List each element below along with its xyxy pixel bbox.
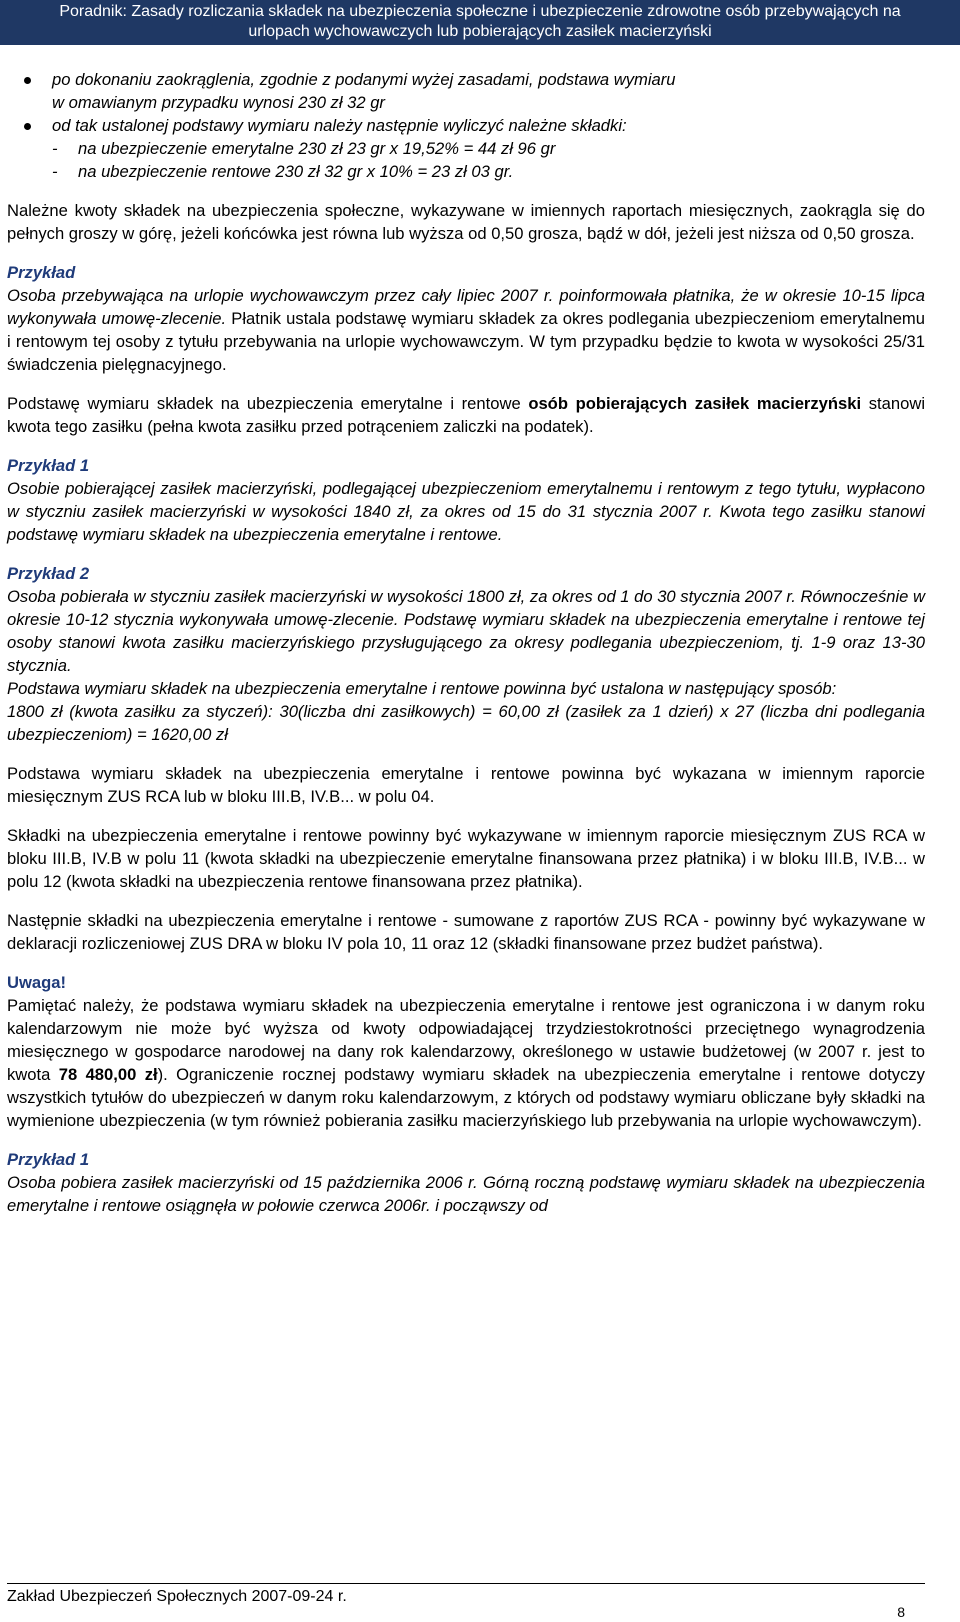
paragraph-report: Podstawa wymiaru składek na ubezpieczenia emerytalne i rentowe powinna być wykazana w imiennym raporcie miesięcznym ZUS RCA lub w bloku III.B, IV.B... w polu 04. <box>7 764 925 806</box>
example-text: Osoba pobiera zasiłek macierzyński od 15 października 2006 r. Górną roczną podstawę wymiaru składek na ubezpieczenia emerytalne i rentowe osiągnęła w połowie czerwca 2006r. i począwszy od <box>7 1173 925 1215</box>
warning-label: Uwaga! <box>7 973 67 992</box>
example-label: Przykład 1 <box>7 456 90 475</box>
example-text: Osobie pobierającej zasiłek macierzyński, podlegającej ubezpieczeniom emerytalnemu i rentowym z tego tytułu, wypłacono w styczniu zasiłek macierzyński w wysokości 1840 zł, za okres od 15 do 31 stycznia 2007 r. Kwota tego zasiłku stanowi podstawę wymiaru składek na ubezpieczenia emerytalne i rentowe. <box>7 479 925 544</box>
example-text: Osoba pobierała w styczniu zasiłek macierzyński w wysokości 1800 zł, za okres od 1 do 30 stycznia 2007 r. Równocześnie w okresie 10-12 stycznia wykonywała umowę-zlecenie. Podstawę wymiaru składek na ubezpieczenia emerytalne i rentowe tej osoby stanowi kwota zasiłku macierzyńskiego przysługującego za okresy podlegania ubezpieczeniom, tj. 1-9 oraz 13-30 stycznia. <box>7 587 925 675</box>
dash-item: - na ubezpieczenie rentowe 230 zł 32 gr x 10% = 23 zł 03 gr. <box>52 162 514 181</box>
warning-text: Pamiętać należy, że podstawa wymiaru składek na ubezpieczenia emerytalne i rentowe jest ograniczona i w danym roku kalendarzowym nie może być wyższa od kwoty odpowiadającej trzydziestokrotności przeciętnego wynagrodzenia miesięcznego w gospodarce narodowej na dany rok kalendarzowy, określonego w ustawie budżetowej (w 2007 r. jest to kwota 78 480,00 zł). Ograniczenie rocznej podstawy wymiaru składek na ubezpieczenia emerytalne i rentowe dotyczy wszystkich tytułów do ubezpieczeń w danym roku kalendarzowym, z których od podstawy wymiaru obliczane były składki na wymienione ubezpieczenia (w tym również pobierania zasiłku macierzyńskiego lub przebywania na urlopie wychowawczym). <box>7 996 925 1130</box>
dash-item: - na ubezpieczenie emerytalne 230 zł 23 gr x 19,52% = 44 zł 96 gr <box>52 139 556 158</box>
example-formula: 1800 zł (kwota zasiłku za styczeń): 30(liczba dni zasiłkowych) = 60,00 zł (zasiłek za 1 dzień) x 27 (liczba dni podlegania ubezpieczeniom) = 1620,00 zł <box>7 702 925 744</box>
header-line-1: Poradnik: Zasady rozliczania składek na ubezpieczenia społeczne i ubezpieczenie zdrowotne osób przebywających na <box>59 3 901 20</box>
paragraph-rca: Składki na ubezpieczenia emerytalne i rentowe powinny być wykazywane w imiennym raporcie miesięcznym ZUS RCA w bloku III.B, IV.B w polu 11 (kwota składki na ubezpieczenie emerytalne finansowana przez płatnika) i w bloku III.B, IV.B... w polu 12 (kwota składki na ubezpieczenia rentowe finansowana przez płatnika). <box>7 826 925 891</box>
bullet-text: po dokonaniu zaokrąglenia, zgodnie z podanymi wyżej zasadami, podstawa wymiaru <box>52 70 676 89</box>
paragraph-dra: Następnie składki na ubezpieczenia emerytalne i rentowe - sumowane z raportów ZUS RCA - powinny być wykazywane w deklaracji rozliczeniowej ZUS DRA w bloku IV pola 10, 11 oraz 12 (składki finansowane przez budżet państwa). <box>7 911 925 953</box>
bullet-item <box>7 114 925 137</box>
paragraph-rounding: Należne kwoty składek na ubezpieczenia społeczne, wykazywane w imiennych raportach miesięcznych, zaokrągla się do pełnych groszy w górę, jeżeli końcówka jest równa lub wyższa od 0,50 grosza, bądź w dół, jeżeli jest niższa od 0,50 grosza. <box>7 201 925 243</box>
page-number: 8 <box>897 1604 905 1620</box>
bullet-item <box>7 68 925 114</box>
document-header <box>0 0 960 45</box>
paragraph-basis: Podstawę wymiaru składek na ubezpieczenia emerytalne i rentowe osób pobierających zasiłek macierzyński stanowi kwota tego zasiłku (pełna kwota zasiłku przed potrąceniem zaliczki na podatek). <box>7 394 926 436</box>
bullet-list <box>7 68 925 137</box>
example-label: Przykład <box>7 263 76 282</box>
bullet-text: w omawianym przypadku wynosi 230 zł 32 gr <box>52 93 385 112</box>
example-label: Przykład 2 <box>7 564 90 583</box>
bullet-dot-icon <box>24 77 31 84</box>
example-text: Osoba przebywająca na urlopie wychowawczym przez cały lipiec 2007 r. poinformowała płatnika, że w okresie 10-15 lipca wykonywała umowę-zlecenie. Płatnik ustala podstawę wymiaru składek za okres podlegania ubezpieczeniom emerytalnemu i rentowym tej osoby z tytułu przebywania na urlopie wychowawczym. W tym przypadku będzie to kwota w wysokości 25/31 świadczenia pielęgnacyjnego. <box>7 286 925 374</box>
example-text: Podstawa wymiaru składek na ubezpieczenia emerytalne i rentowe powinna być ustalona w następujący sposób: <box>7 679 837 698</box>
header-line-2: urlopach wychowawczych lub pobierających zasiłek macierzyński <box>248 23 712 40</box>
bullet-text: od tak ustalonej podstawy wymiaru należy następnie wyliczyć należne składki: <box>52 116 627 135</box>
example-label: Przykład 1 <box>7 1150 90 1169</box>
document-footer <box>7 1583 925 1620</box>
footer-text: Zakład Ubezpieczeń Społecznych 2007-09-24 r. <box>7 1588 347 1605</box>
bullet-dot-icon <box>24 123 31 130</box>
document-body <box>7 68 925 1217</box>
